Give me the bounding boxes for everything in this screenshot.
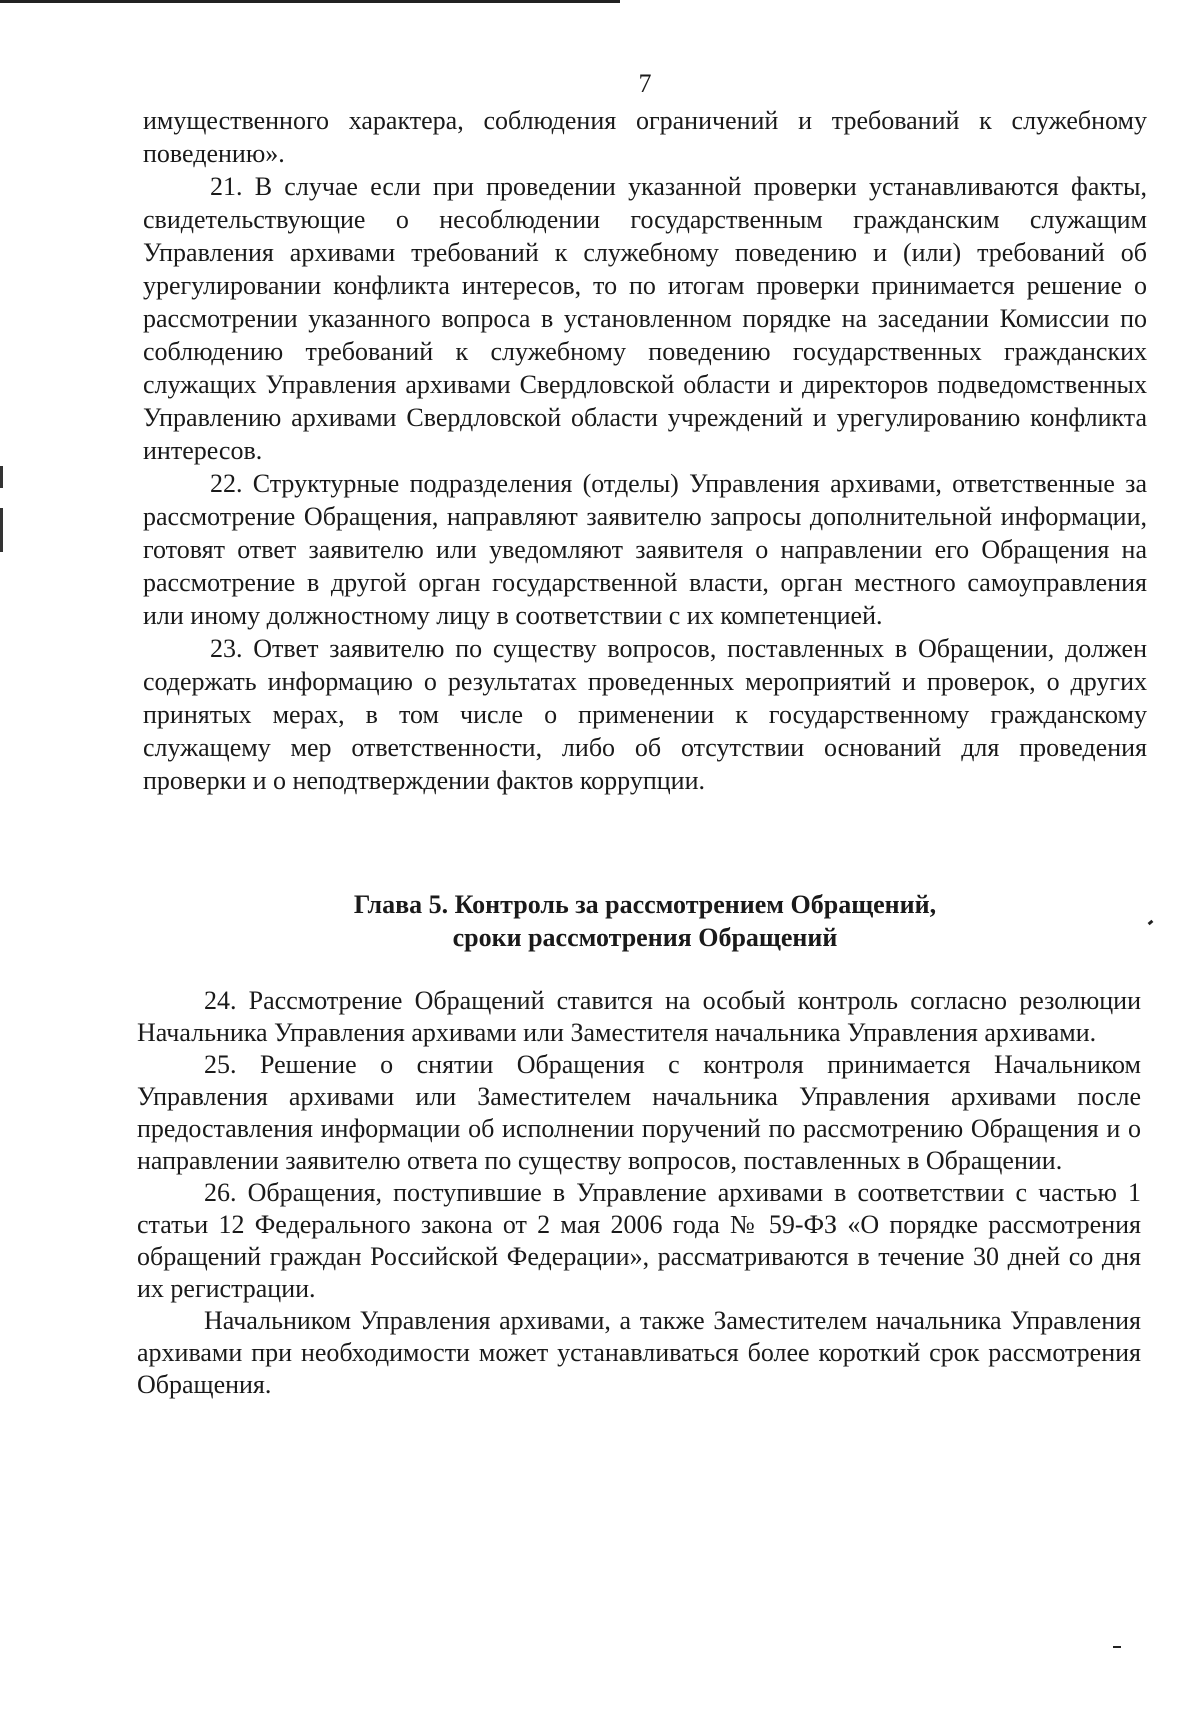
paragraph-26-continued: Начальником Управления архивами, а также Заместителем начальника Управления архивами при необходимости может устанавливаться более короткий срок рассмотрения Обращения. — [137, 1306, 1141, 1399]
scan-top-edge — [0, 0, 620, 3]
paragraph-22: 22. Структурные подразделения (отделы) Управления архивами, ответственные за рассмотрение Обращения, направляют заявителю запросы дополнительной информации, готовят ответ заявителю или уведомляют заявителя о направлении его Обращения на рассмотрение в другой орган государственной власти, орган местного самоуправления или иному должностному лицу в соответствии с их компетенцией. — [143, 469, 1147, 630]
scan-speck — [1148, 920, 1154, 926]
paragraph-21: 21. В случае если при проведении указанной проверки устанавливаются факты, свидетельствующие о несоблюдении государственным гражданским служащим Управления архивами требований к служебному поведению и (или) требований об урегулировании конфликта интересов, то по итогам проверки принимается решение о рассмотрении указанного вопроса в установленном порядке на заседании Комиссии по соблюдению требований к служебному поведению государственных гражданских служащих Управления архивами Свердловской области и директоров подведомственных Управлению архивами Свердловской области учреждений и урегулированию конфликта интересов. — [143, 172, 1147, 465]
paragraph-23: 23. Ответ заявителю по существу вопросов, поставленных в Обращении, должен содержать информацию о результатах проведенных мероприятий и проверок, о других принятых мерах, в том числе о применении к государственному гражданскому служащему мер ответственности, либо об отсутствии оснований для проведения проверки и о неподтверждении фактов коррупции. — [143, 634, 1147, 795]
page-number: 7 — [638, 69, 652, 98]
body-text-top — [143, 104, 1147, 797]
paragraph-26: 26. Обращения, поступившие в Управление архивами в соответствии с частью 1 статьи 12 Федерального закона от 2 мая 2006 года № 59-ФЗ «О порядке рассмотрения обращений граждан Российской Федерации», рассматриваются в течение 30 дней со дня их регистрации. — [137, 1178, 1141, 1303]
body-text-bottom — [137, 985, 1141, 1401]
chapter-heading — [143, 888, 1147, 954]
chapter-heading-line-2: сроки рассмотрения Обращений — [452, 923, 838, 952]
scan-speck — [1113, 1646, 1121, 1648]
paragraph-24: 24. Рассмотрение Обращений ставится на особый контроль согласно резолюции Начальника Управления архивами или Заместителя начальника Управления архивами. — [137, 986, 1141, 1047]
chapter-heading-line-1: Глава 5. Контроль за рассмотрением Обращений, — [353, 890, 937, 919]
paragraph-continuation: имущественного характера, соблюдения ограничений и требований к служебному поведению». — [143, 106, 1147, 168]
scan-left-mark — [0, 508, 3, 552]
scan-left-mark — [0, 466, 3, 488]
paragraph-25: 25. Решение о снятии Обращения с контроля принимается Начальником Управления архивами или Заместителем начальника Управления архивами после предоставления информации об исполнении поручений по рассмотрению Обращения и о направлении заявителю ответа по существу вопросов, поставленных в Обращении. — [137, 1050, 1141, 1175]
